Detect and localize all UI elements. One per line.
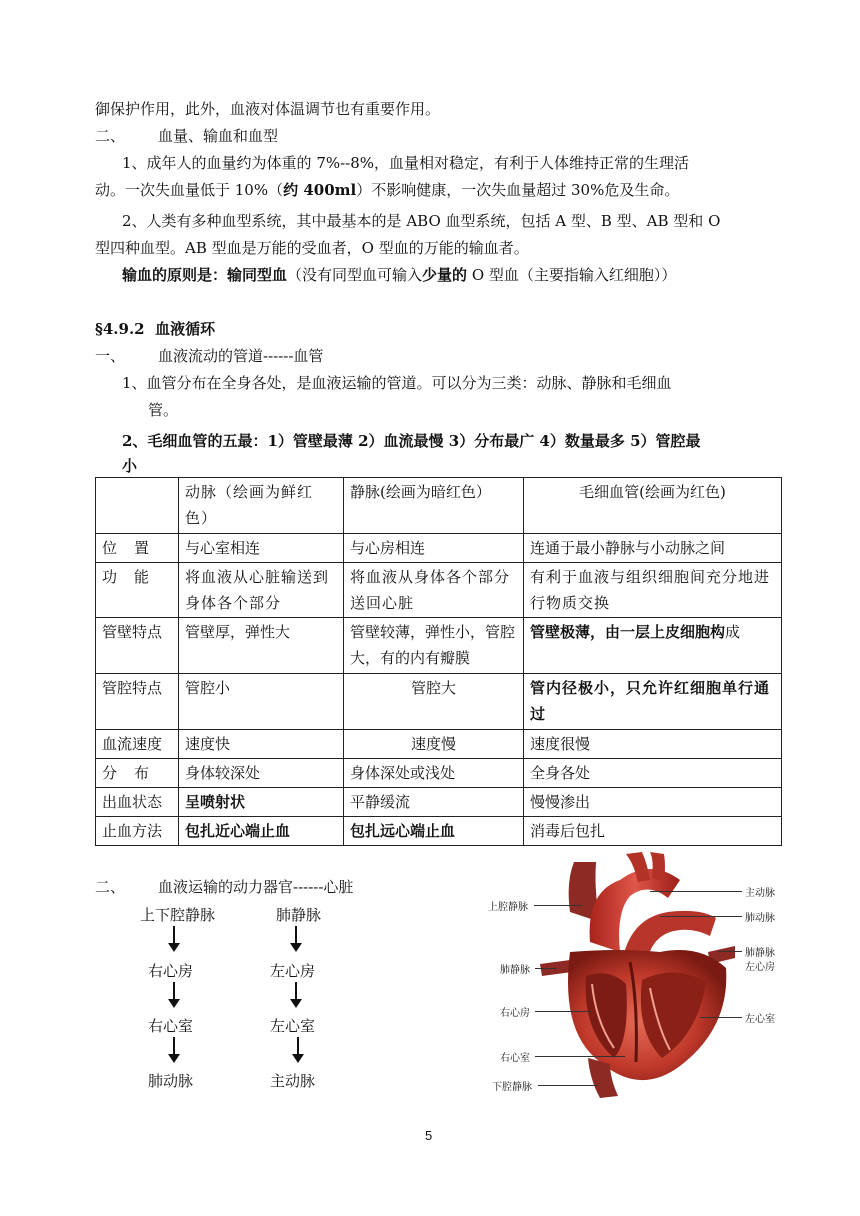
table-cell: 将血液从身体各个部分送回心脏 (344, 563, 524, 618)
leader-line (534, 905, 582, 906)
table-header-cell: 静脉(绘画为暗红色） (344, 478, 524, 534)
down-arrow-icon (290, 926, 302, 952)
label-right-atrium: 右心房 (500, 1008, 530, 1019)
leader-line (650, 891, 742, 892)
table-row (96, 759, 782, 788)
flow-node-pulmonary-vein: 肺静脉 (276, 906, 322, 924)
row-label: 管壁特点 (96, 618, 179, 674)
leader-line (718, 951, 742, 952)
table-header-cell: 动脉（绘画为鲜红色） (179, 478, 344, 534)
heart-illustration (530, 852, 740, 1102)
paragraph-vessels-1b: 管。 (148, 401, 179, 419)
table-cell: 平静缓流 (344, 788, 524, 817)
paragraph-blood-type-1: 2、人类有多种血型系统，其中最基本的是 ABO 血型系统，包括 A 型、B 型、AB 型和 O (122, 212, 721, 230)
leader-line (700, 1017, 742, 1018)
flow-node-right-ventricle: 右心室 (148, 1017, 194, 1035)
row-label: 功 能 (96, 563, 179, 618)
vessel-comparison-table (95, 477, 782, 846)
table-cell: 管腔大 (344, 674, 524, 730)
label-superior-vena-cava: 上腔静脉 (488, 902, 528, 913)
table-cell: 与心房相连 (344, 534, 524, 563)
table-cell: 管腔小 (179, 674, 344, 730)
down-arrow-icon (292, 1037, 304, 1063)
label-aorta: 主动脉 (745, 888, 775, 899)
leader-line (535, 968, 557, 969)
label-inferior-vena-cava: 下腔静脉 (492, 1082, 532, 1093)
table-cell: 身体较深处 (179, 759, 344, 788)
table-cell: 呈喷射状 (179, 788, 344, 817)
continued-paragraph: 御保护作用，此外，血液对体温调节也有重要作用。 (95, 100, 441, 118)
table-cell: 管壁极薄，由一层上皮细胞构成 (524, 618, 782, 674)
table-cell: 包扎远心端止血 (344, 817, 524, 846)
row-label: 血流速度 (96, 730, 179, 759)
down-arrow-icon (168, 982, 180, 1008)
section-number: 二、 (95, 127, 126, 145)
table-cell: 速度快 (179, 730, 344, 759)
row-label: 止血方法 (96, 817, 179, 846)
table-cell: 速度很慢 (524, 730, 782, 759)
table-header-cell: 毛细血管(绘画为红色) (524, 478, 782, 534)
table-cell: 慢慢渗出 (524, 788, 782, 817)
paragraph-vessels-1: 1、血管分布在全身各处，是血液运输的管道。可以分为三类：动脉、静脉和毛细血 (122, 374, 672, 392)
table-row (96, 674, 782, 730)
leader-line (535, 1011, 591, 1012)
page-number: 5 (425, 1128, 433, 1143)
label-pulmonary-artery: 肺动脉 (745, 913, 775, 924)
label-pulmonary-vein-left: 肺静脉 (500, 965, 530, 976)
table-row (96, 817, 782, 846)
table-cell: 将血液从心脏输送到身体各个部分 (179, 563, 344, 618)
section-title-heart: 血液运输的动力器官------心脏 (158, 878, 354, 896)
table-row (96, 563, 782, 618)
table-cell: 速度慢 (344, 730, 524, 759)
table-cell: 与心室相连 (179, 534, 344, 563)
flow-node-vena-cava: 上下腔静脉 (140, 906, 216, 924)
table-cell: 连通于最小静脉与小动脉之间 (524, 534, 782, 563)
label-left-atrium: 左心房 (745, 962, 775, 973)
label-left-ventricle: 左心室 (745, 1014, 775, 1025)
paragraph-blood-volume-1: 1、成年人的血量约为体重的 7%--8%，血量相对稳定，有利于人体维持正常的生理活 (122, 154, 690, 172)
table-row (96, 618, 782, 674)
table-cell: 全身各处 (524, 759, 782, 788)
paragraph-blood-volume-2: 动。一次失血量低于 10%（约 400ml）不影响健康，一次失血量超过 30%危及生命。 (95, 181, 680, 199)
table-cell: 有利于血液与组织细胞间充分地进行物质交换 (524, 563, 782, 618)
section-number: 二、 (95, 878, 126, 896)
down-arrow-icon (290, 982, 302, 1008)
table-row (96, 534, 782, 563)
table-cell: 包扎近心端止血 (179, 817, 344, 846)
paragraph-blood-type-2: 型四种血型。AB 型血是万能的受血者，O 型血的万能的输血者。 (95, 239, 529, 257)
table-header-cell (96, 478, 179, 534)
paragraph-capillaries-2: 小 (122, 457, 138, 475)
down-arrow-icon (168, 926, 180, 952)
table-cell: 身体深处或浅处 (344, 759, 524, 788)
flow-node-left-ventricle: 左心室 (270, 1017, 316, 1035)
section-title-vessels: 血液流动的管道------血管 (158, 347, 324, 365)
flow-node-left-atrium: 左心房 (270, 962, 316, 980)
leader-line (660, 916, 742, 917)
table-header-row (96, 478, 782, 534)
row-label: 分 布 (96, 759, 179, 788)
paragraph-capillaries-1: 2、毛细血管的五最：1）管壁最薄 2）血流最慢 3）分布最广 4）数量最多 5）管腔最 (122, 432, 701, 450)
flow-node-aorta: 主动脉 (270, 1072, 316, 1090)
flow-node-pulmonary-artery: 肺动脉 (148, 1072, 194, 1090)
table-row (96, 788, 782, 817)
leader-line (535, 1056, 625, 1057)
label-right-ventricle: 右心室 (500, 1053, 530, 1064)
label-pulmonary-vein-right: 肺静脉 (745, 948, 775, 959)
table-row (96, 730, 782, 759)
transfusion-principle: 输血的原则是：输同型血（没有同型血可输入少量的 O 型血（主要指输入红细胞）） (122, 266, 677, 284)
table-cell: 管内径极小，只允许红细胞单行通过 (524, 674, 782, 730)
table-cell: 消毒后包扎 (524, 817, 782, 846)
row-label: 出血状态 (96, 788, 179, 817)
row-label: 管腔特点 (96, 674, 179, 730)
down-arrow-icon (168, 1037, 180, 1063)
row-label: 位 置 (96, 534, 179, 563)
section-title-blood-volume: 血量、输血和血型 (158, 127, 279, 145)
flow-node-right-atrium: 右心房 (148, 962, 194, 980)
leader-line (538, 1085, 598, 1086)
subsection-heading: §4.9.2 血液循环 (95, 320, 216, 338)
table-cell: 管壁厚，弹性大 (179, 618, 344, 674)
table-cell: 管壁较薄，弹性小，管腔大，有的内有瓣膜 (344, 618, 524, 674)
section-number: 一、 (95, 347, 126, 365)
